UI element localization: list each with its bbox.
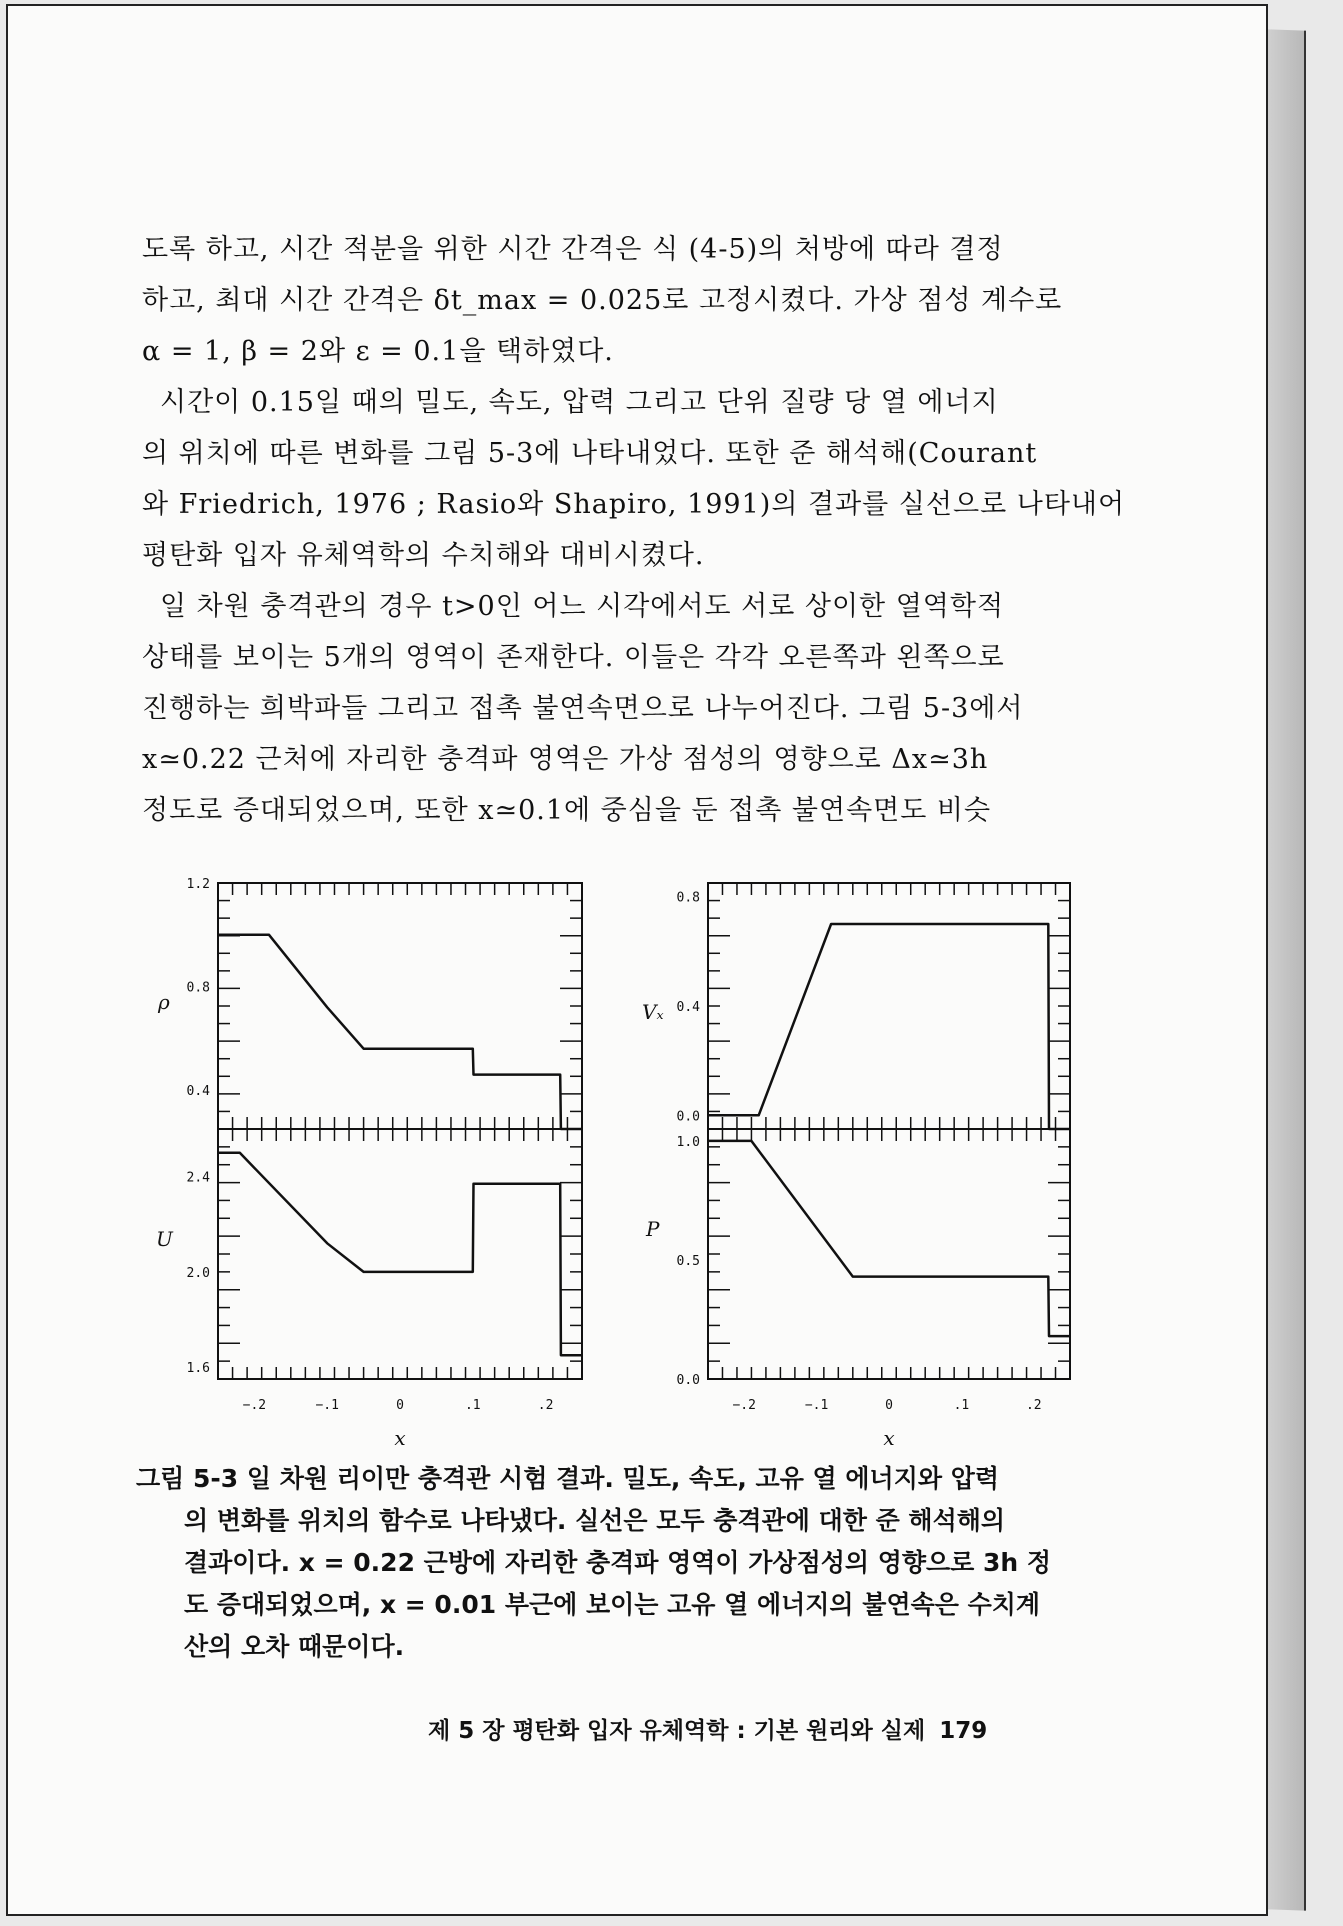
data-series-bottom-left	[218, 1153, 582, 1355]
x-tick-label: −.2	[732, 1398, 756, 1413]
y-tick-label: 0.8	[676, 890, 700, 906]
x-tick-label: .1	[953, 1398, 970, 1413]
caption-line: 결과이다. x = 0.22 근방에 자리한 충격파 영역이 가상점성의 영향으로 3h 정	[184, 1548, 1052, 1577]
y-tick-label: 0.4	[676, 1000, 700, 1015]
x-axis-label: x	[394, 1426, 406, 1450]
text-line: 하고, 최대 시간 간격은 δt_max = 0.025로 고정시켰다. 가상 점성 계수로	[142, 285, 1063, 316]
y-tick-label: 1.6	[186, 1361, 210, 1377]
y-tick-label: 2.0	[186, 1265, 210, 1281]
x-tick-label: −.1	[804, 1398, 829, 1413]
panel-frame-top-right	[708, 883, 1070, 1129]
text-line: 일 차원 충격관의 경우 t>0인 어느 시각에서도 서로 상이한 열역학적	[160, 591, 1005, 622]
body-text	[142, 224, 1126, 836]
caption-line: 도 증대되었으며, x = 0.01 부근에 보이는 고유 열 에너지의 불연속은 수치계	[184, 1590, 1041, 1619]
x-tick-label: .2	[1025, 1398, 1042, 1413]
y-axis-label: ρ	[158, 990, 170, 1014]
text-line: 상태를 보이는 5개의 영역이 존재한다. 이들은 각각 오른쪽과 왼쪽으로	[142, 642, 1005, 673]
data-series-top-right	[708, 924, 1070, 1129]
y-tick-label: 0.8	[186, 980, 210, 996]
panel-frame-top-left	[218, 883, 582, 1129]
text-line: 의 위치에 따른 변화를 그림 5-3에 나타내었다. 또한 준 해석해(Courant	[142, 438, 1038, 469]
x-tick-label: .1	[464, 1398, 481, 1413]
y-tick-label: 0.5	[676, 1253, 700, 1269]
text-line: x≃0.22 근처에 자리한 충격파 영역은 가상 점성의 영향으로 Δx≃3h	[142, 744, 989, 775]
data-series-bottom-right	[708, 1141, 1070, 1336]
y-tick-label: 1.0	[676, 1134, 700, 1150]
y-tick-label: 0.0	[676, 1109, 700, 1125]
text-line: 도록 하고, 시간 적분을 위한 시간 간격은 식 (4-5)의 처방에 따라 결정	[142, 234, 1004, 265]
x-axis-label: x	[883, 1426, 895, 1450]
running-title: 제 5 장 평탄화 입자 유체역학 : 기본 원리와 실제	[428, 1718, 926, 1744]
paragraph-2	[142, 377, 1126, 581]
caption-line: 의 변화를 위치의 함수로 나타냈다. 실선은 모두 충격관에 대한 준 해석해의	[184, 1506, 1006, 1535]
caption-line: 산의 오차 때문이다.	[184, 1632, 405, 1661]
x-tick-label: 0	[885, 1398, 893, 1413]
figure-caption	[136, 1458, 1096, 1668]
y-axis-label: U	[156, 1227, 173, 1251]
text-line: 시간이 0.15일 때의 밀도, 속도, 압력 그리고 단위 질량 당 열 에너지	[160, 387, 999, 418]
y-tick-label: 0.0	[676, 1373, 700, 1388]
x-tick-label: .2	[537, 1398, 554, 1413]
y-tick-label: 0.4	[186, 1084, 210, 1100]
text-line: 와 Friedrich, 1976 ; Rasio와 Shapiro, 1991)의 결과를 실선으로 나타내어	[142, 489, 1126, 520]
page-edge	[1268, 29, 1306, 1910]
y-axis-label: P	[646, 1217, 660, 1241]
text-line: α = 1, β = 2와 ε = 0.1을 택하였다.	[142, 336, 614, 367]
paragraph-3	[142, 581, 1082, 836]
book-page	[6, 4, 1268, 1916]
y-tick-label: 2.4	[186, 1170, 210, 1186]
text-line: 평탄화 입자 유체역학의 수치해와 대비시켰다.	[142, 540, 705, 571]
figure-svg	[142, 871, 1102, 1461]
page-number: 179	[939, 1718, 988, 1744]
figure-5-3	[142, 871, 1102, 1461]
paragraph-1	[142, 224, 1082, 377]
panel-frame-bottom-left	[218, 1129, 582, 1379]
data-series-top-left	[218, 935, 582, 1129]
x-tick-label: −.1	[315, 1398, 339, 1413]
y-tick-label: 1.2	[186, 877, 210, 892]
text-line: 정도로 증대되었으며, 또한 x≃0.1에 중심을 둔 접촉 불연속면도 비슷	[142, 795, 992, 826]
panel-frame-bottom-right	[708, 1129, 1070, 1379]
x-tick-label: 0	[396, 1398, 404, 1413]
x-tick-label: −.2	[242, 1398, 267, 1413]
caption-line: 그림 5-3 일 차원 리이만 충격관 시험 결과. 밀도, 속도, 고유 열 에너지와 압력	[136, 1464, 1000, 1493]
text-line: 진행하는 희박파들 그리고 접촉 불연속면으로 나누어진다. 그림 5-3에서	[142, 693, 1024, 724]
page-footer	[428, 1712, 987, 1745]
y-axis-label: Vₓ	[642, 1000, 664, 1024]
